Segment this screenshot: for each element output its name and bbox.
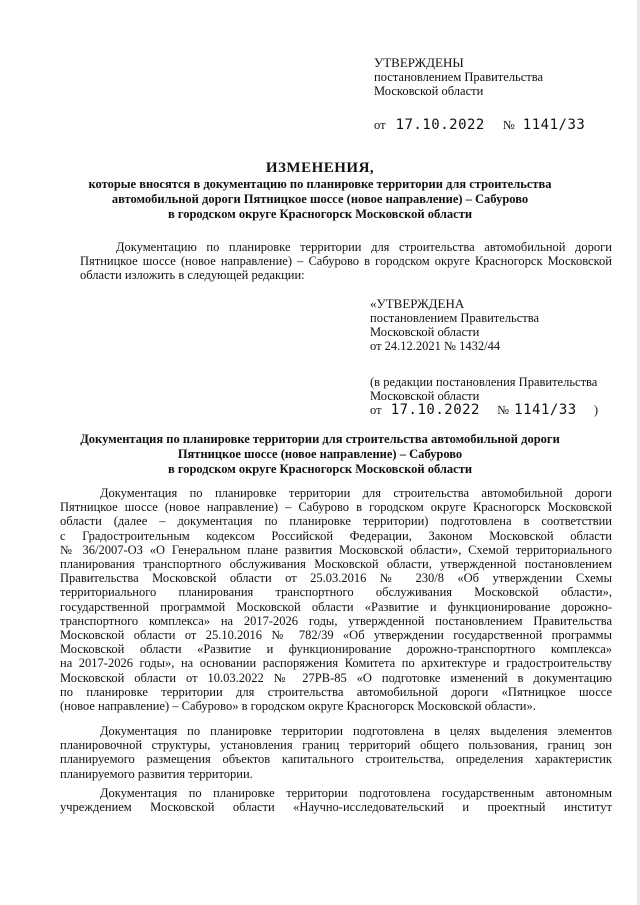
document-title xyxy=(60,432,580,477)
p2-line-1: Документация по планировке территории подготовлена в целях выделения элементов xyxy=(100,724,612,738)
changes-title-line-1: которые вносятся в документацию по планировке территории для строительства xyxy=(88,177,552,191)
intro-paragraph xyxy=(80,240,612,283)
changes-heading: ИЗМЕНЕНИЯ, xyxy=(265,160,375,176)
p1-line-12: Московской области «Развитие и функционирование дорожно-транспортного комплекса» xyxy=(60,642,612,657)
edition-date-line xyxy=(370,403,598,418)
p1-line-16: (новое направление) – Сабурово» в городском округе Красногорск Московской области». xyxy=(60,699,536,714)
intro-line-2: Пятницкое шоссе (новое направление) – Сабурово в городском округе Красногорск Московской xyxy=(80,254,612,269)
approval-date: 17.10.2022 xyxy=(395,117,485,133)
p1-line-5: № 36/2007-ОЗ «О Генеральном плане развития Московской области», Схемой территориального xyxy=(60,542,612,557)
p1-line-10: транспортного комплекса» на 2017-2026 годы, утвержденной постановлением Правительства xyxy=(60,613,612,628)
body-paragraph-1 xyxy=(60,486,612,713)
p1-line-8: территориального планирования транспортного обслуживания Московской области», xyxy=(60,585,612,600)
approval-block xyxy=(374,56,543,98)
changes-title-line-3: в городском округе Красногорск Московской области xyxy=(167,207,473,221)
approved-title: «УТВЕРЖДЕНА xyxy=(370,296,465,311)
edition-closing: ) xyxy=(593,403,598,417)
edition-line-2: Московской области xyxy=(370,389,480,403)
body-paragraph-2 xyxy=(60,724,612,781)
p1-line-9: государственной программой Московской области «Развитие и функционирование дорожно- xyxy=(60,599,612,614)
p3-line-1: Документация по планировке территории подготовлена государственным автономным xyxy=(100,786,612,800)
intro-line-3: области изложить в следующей редакции: xyxy=(80,268,305,283)
approved-date-line: от 24.12.2021 № 1432/44 xyxy=(370,339,501,353)
approval-line-3: Московской области xyxy=(374,84,484,98)
intro-line-1: Документацию по планировке территории для строительства автомобильной дороги xyxy=(116,240,612,254)
p1-line-13: на 2017-2026 годы», на основании распоряжения Комитета по архитектуре и градостроительству xyxy=(60,656,612,671)
approved-block xyxy=(370,297,539,353)
p1-line-14: Московской области от 10.03.2022 № 27РВ-85 «О подготовке изменений в документацию xyxy=(60,670,612,685)
p1-line-6: планирования транспортного обслуживания Московской области, утвержденной постановлением xyxy=(60,557,612,572)
changes-title-line-2: автомобильной дороги Пятницкое шоссе (новое направление) – Сабурово xyxy=(111,192,529,206)
approval-line-2: постановлением Правительства xyxy=(374,70,544,84)
p1-line-1: Документация по планировке территории для строительства автомобильной дороги xyxy=(100,486,612,500)
approved-line-3: Московской области xyxy=(370,325,480,339)
document-title-line-1: Документация по планировке территории для строительства автомобильной дороги xyxy=(80,432,560,446)
approval-date-prefix: от xyxy=(374,118,386,132)
changes-title xyxy=(80,160,560,222)
p3-line-2: учреждением Московской области «Научно-исследовательский и проектный институт xyxy=(60,800,612,815)
approval-number-sign: № xyxy=(502,118,515,132)
approval-date-line xyxy=(374,116,585,134)
document-title-line-2: Пятницкое шоссе (новое направление) – Сабурово xyxy=(177,447,463,461)
approved-line-2: постановлением Правительства xyxy=(370,311,540,325)
p1-line-7: Правительства Московской области от 25.03.2016 № 230/8 «Об утверждении Схемы xyxy=(60,571,612,586)
p1-line-3: области (далее – документация по планировке территории) подготовлена в соответствии xyxy=(60,514,612,529)
approval-title: УТВЕРЖДЕНЫ xyxy=(374,55,464,70)
p1-line-4: с Градостроительным кодексом Российской Федерации, Законом Московской области xyxy=(60,528,612,543)
body-paragraph-3 xyxy=(60,786,612,814)
p1-line-2: Пятницкое шоссе (новое направление) – Сабурово в городском округе Красногорск Московской xyxy=(60,500,612,515)
edition-date: 17.10.2022 xyxy=(390,402,480,418)
edition-block xyxy=(370,375,598,418)
document-title-line-3: в городском округе Красногорск Московской области xyxy=(167,462,473,476)
p2-line-3: планируемого размещения объектов капитального строительства, определения характеристик xyxy=(60,752,612,767)
approval-number: 1141/33 xyxy=(522,117,586,133)
edition-number-sign: № xyxy=(497,403,510,417)
p1-line-15: по планировке территории для строительства автомобильной дороги «Пятницкое шоссе xyxy=(60,684,612,699)
p1-line-11: Московской области от 25.10.2016 № 782/39 «Об утверждении государственной программы xyxy=(60,628,612,643)
p2-line-2: планировочной структуры, установления границ территорий общего пользования, границ зон xyxy=(60,738,612,753)
p2-line-4: планируемого развития территории. xyxy=(60,766,253,781)
edition-date-prefix: от xyxy=(370,403,382,417)
edition-number: 1141/33 xyxy=(514,402,577,418)
edition-line-1: (в редакции постановления Правительства xyxy=(370,375,598,389)
